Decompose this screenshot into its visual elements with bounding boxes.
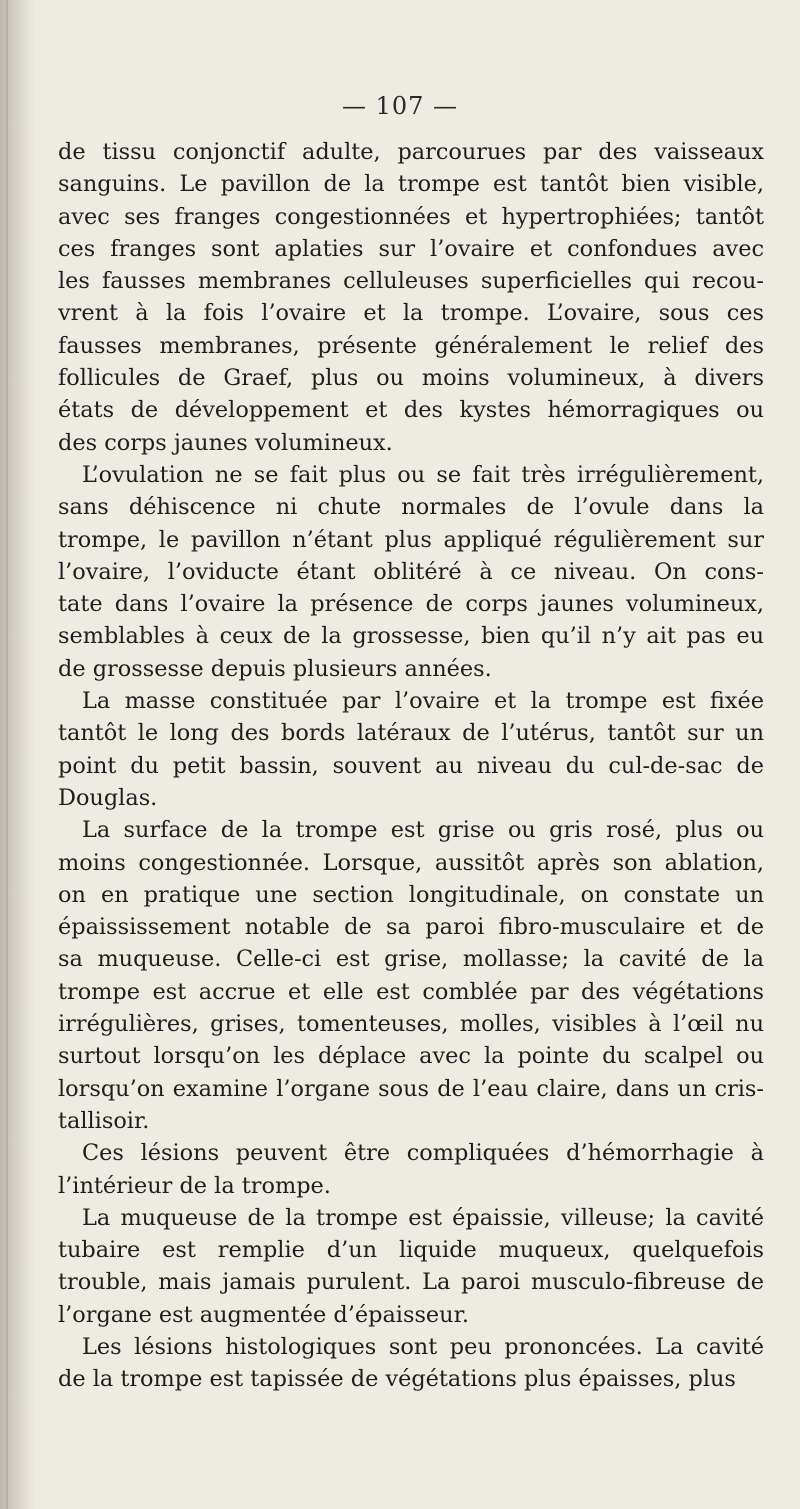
text-line: avec ses franges congestionnées et hypertrophiées; tantôt	[58, 203, 764, 230]
text-line: semblables à ceux de la grossesse, bien qu’il n’y ait pas eu	[58, 623, 764, 650]
body-text	[58, 136, 764, 1396]
text-line: vrent à la fois l’ovaire et la trompe. L’ovaire, sous ces	[58, 300, 764, 327]
text-line: les fausses membranes celluleuses superficielles qui recou-	[58, 268, 764, 295]
text-line: Douglas.	[58, 784, 158, 811]
text-line: fausses membranes, présente généralement le relief des	[58, 332, 764, 359]
text-line: surtout lorsqu’on les déplace avec la pointe du scalpel ou	[58, 1043, 764, 1070]
text-line: Les lésions histologiques sont peu prononcées. La cavité	[82, 1333, 764, 1360]
text-line: des corps jaunes volumineux.	[58, 429, 393, 456]
text-line: de grossesse depuis plusieurs années.	[58, 655, 492, 682]
text-line: tate dans l’ovaire la présence de corps jaunes volumineux,	[58, 591, 764, 618]
text-line: l’ovaire, l’oviducte étant oblitéré à ce niveau. On cons-	[58, 558, 764, 585]
text-line: de tissu conjonctif adulte, parcourues par des vaisseaux	[58, 139, 764, 165]
text-line: follicules de Graef, plus ou moins volumineux, à divers	[58, 365, 764, 392]
text-line: états de développement et des kystes hémorragiques ou	[58, 397, 764, 424]
text-line: sanguins. Le pavillon de la trompe est tantôt bien visible,	[58, 171, 764, 198]
text-line: on en pratique une section longitudinale, on constate un	[58, 881, 764, 908]
text-line: lorsqu’on examine l’organe sous de l’eau claire, dans un cris-	[58, 1075, 764, 1102]
text-line: trompe est accrue et elle est comblée par des végétations	[58, 978, 764, 1005]
text-line: sans déhiscence ni chute normales de l’ovule dans la	[58, 494, 764, 521]
text-line: épaississement notable de sa paroi fibro-musculaire et de	[58, 914, 764, 941]
text-line: tallisoir.	[58, 1107, 150, 1134]
text-line: L’ovulation ne se fait plus ou se fait très irrégulièrement,	[82, 461, 764, 488]
text-line: de la trompe est tapissée de végétations plus épaisses, plus	[58, 1366, 736, 1393]
text-line: irrégulières, grises, tomenteuses, molles, visibles à l’œil nu	[58, 1011, 764, 1038]
text-line: ces franges sont aplaties sur l’ovaire et confondues avec	[58, 235, 764, 262]
text-line: l’intérieur de la trompe.	[58, 1172, 331, 1199]
text-line: point du petit bassin, souvent au niveau du cul-de-sac de	[58, 752, 764, 779]
text-line: tubaire est remplie d’un liquide muqueux, quelquefois	[58, 1237, 764, 1264]
binding-edge	[6, 0, 8, 1509]
text-line: moins congestionnée. Lorsque, aussitôt après son ablation,	[58, 849, 764, 876]
text-line: La masse constituée par l’ovaire et la trompe est fixée	[82, 688, 764, 715]
text-line: trompe, le pavillon n’étant plus appliqué régulièrement sur	[58, 526, 764, 553]
page-number: — 107 —	[341, 92, 459, 120]
text-line: La surface de la trompe est grise ou gris rosé, plus ou	[82, 817, 764, 844]
text-line: Ces lésions peuvent être compliquées d’hémorrhagie à	[82, 1140, 764, 1167]
text-line: trouble, mais jamais purulent. La paroi musculo-fibreuse de	[58, 1269, 764, 1296]
text-line: sa muqueuse. Celle-ci est grise, mollasse; la cavité de la	[58, 946, 764, 973]
text-line: tantôt le long des bords latéraux de l’utérus, tantôt sur un	[58, 720, 764, 747]
text-line: l’organe est augmentée d’épaisseur.	[58, 1301, 469, 1328]
text-line: La muqueuse de la trompe est épaissie, villeuse; la cavité	[82, 1204, 764, 1231]
